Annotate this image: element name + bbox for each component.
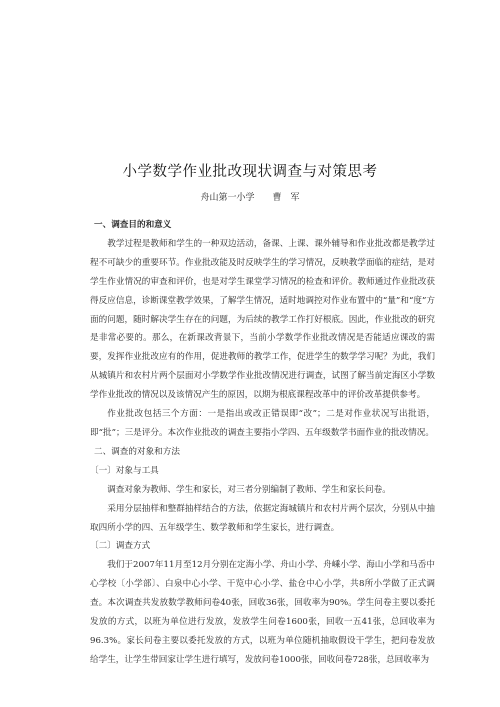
document-title: 小学数学作业批改现状调查与对策思考	[122, 164, 378, 180]
paragraph-subjects: 调查对象为教师、学生和家长，对三者分别编制了教师、学生和家长问卷。	[107, 484, 391, 495]
section-heading-methods: 二、调查的对象和方法	[94, 446, 180, 457]
author-line: 舟山第一小学 曹 军	[200, 193, 300, 203]
section-heading-purpose: 一、调查目的和意义	[94, 220, 172, 230]
paragraph-survey-method: 我们于2007年11月至12月分别在定海小学、舟山小学、舟嵊小学、海山小学和马岙中心学校〔小学部〕、白泉中心小学、干览中心小学、盐仓中心小学，共8所小学做了正式调查。本次调查共发放数学教师问卷40张，回收36张，回收率为90%。学生问卷主要以委托发放的方式，以班为单位进行发放，发放学生问卷1600张，回收一五41张，总回收率为96.3%。家长问卷主要以委托发放的方式，以班为单位随机抽取假设干学生，把问卷发放给学生，让学生带回家让学生进行填写，发放问卷1000张，回收问卷728张，总回收率为	[90, 560, 435, 665]
paragraph-scope: 作业批改包括三个方面：一是指出或改正错误即“改”；二是对作业状况写出批语，即“批”；三是评分。本次作业批改的调查主要指小学四、五年级数学书面作业的批改情况。	[90, 409, 435, 438]
subheading-survey-method: 〔二〕调查方式	[90, 541, 151, 552]
document-body	[90, 216, 435, 670]
paragraph-purpose: 教学过程是教师和学生的一种双边活动，备课、上课、课外辅导和作业批改都是教学过程不可缺少的重要环节。作业批改能及时反映学生的学习情况，反映教学面临的症结，是对学生作业情况的审查和评价，也是对学生课堂学习情况的检查和评价。教师通过作业批改获得反应信息，诊断课堂教学效果，了解学生情况，适时地调控对作业布置中的“量”和“度”方面的问题，随时解决学生存在的问题，为后续的教学工作打好根底。因此，作业批改的研究是非常必要的。那么，在新课改背景下，当前小学数学作业批改情况是否能适应课改的需要，发挥作业批改应有的作用，促进教师的教学工作，促进学生的数学学习呢？为此，我们从城镇片和农村片两个层面对小学数学作业批改情况进行调查，试图了解当前定海区小学数学作业批改的情况以及该情况产生的原因，以期为根底课程改革中的评价改革提供参考。	[90, 238, 435, 401]
paragraph-sampling: 采用分层抽样和整群抽样结合的方法，依据定海城镇片和农村片两个层次，分别从中抽取四所小学的四、五年级学生、数学教师和学生家长，进行调查。	[90, 503, 435, 533]
subheading-subjects: 〔一〕对象与工具	[90, 465, 159, 476]
